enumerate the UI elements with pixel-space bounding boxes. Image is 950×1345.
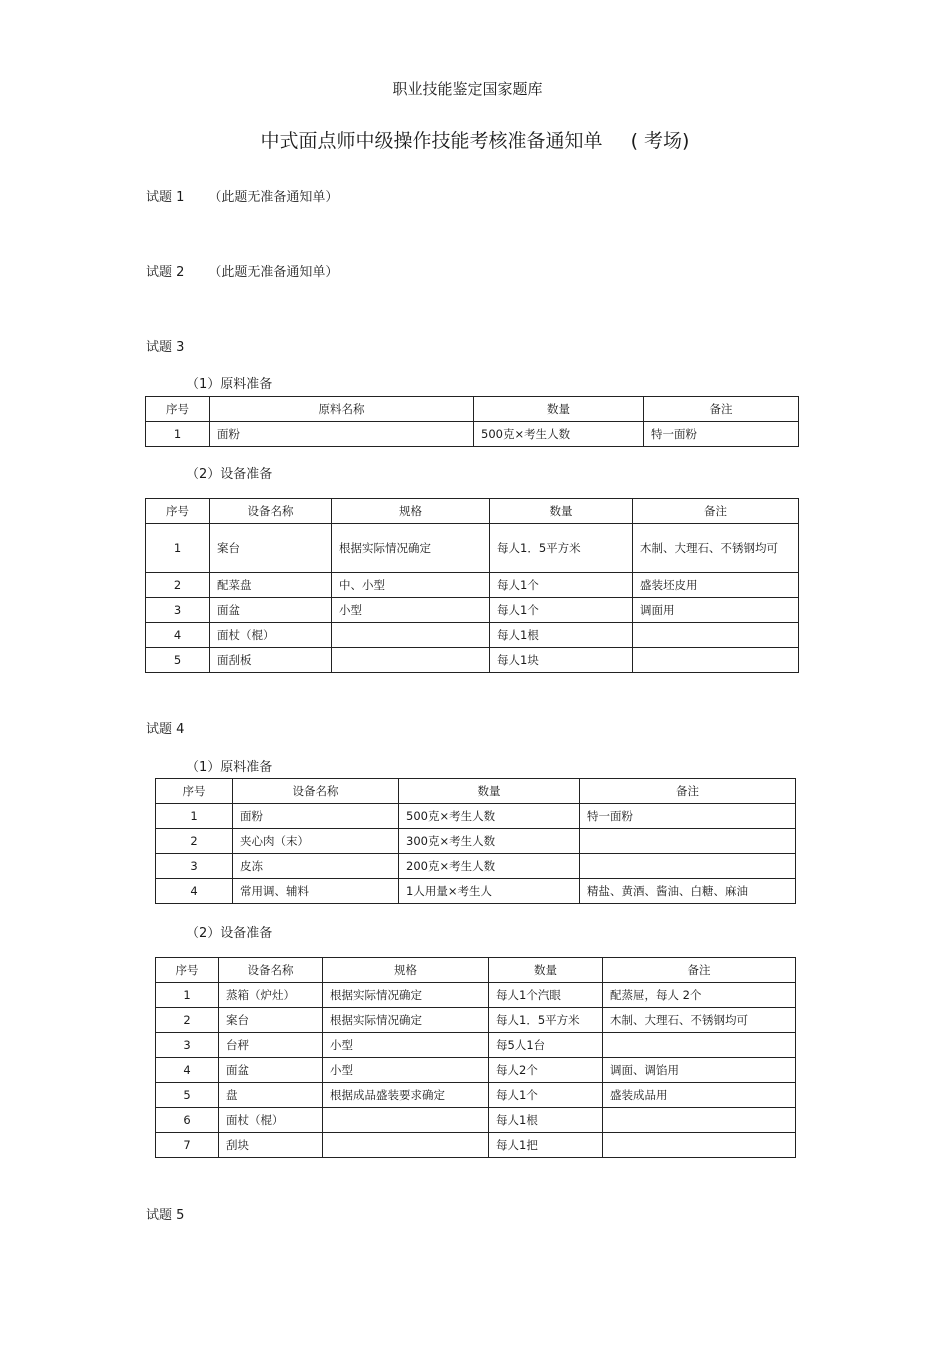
table-cell: 面杖（棍） xyxy=(219,1108,323,1133)
table-header-row xyxy=(146,499,799,524)
table-cell: 7 xyxy=(156,1133,219,1158)
table-cell: 6 xyxy=(156,1108,219,1133)
table-row xyxy=(156,1058,796,1083)
table-cell: 面粉 xyxy=(210,422,474,447)
table-cell: 每人1个 xyxy=(490,598,633,623)
table-cell: 1人用量×考生人 xyxy=(399,879,580,904)
table-cell: 每人1根 xyxy=(489,1108,603,1133)
title-suffix: ( 考场) xyxy=(630,130,690,152)
table-cell: 500克×考生人数 xyxy=(474,422,644,447)
table-cell: 调面、调馅用 xyxy=(603,1058,796,1083)
question-label: 试题 1 xyxy=(146,190,185,205)
document-header: 职业技能鉴定国家题库 xyxy=(392,80,543,98)
table-row xyxy=(156,879,796,904)
table-cell: 面粉 xyxy=(233,804,399,829)
table-cell: 盛装坯皮用 xyxy=(633,573,799,598)
table-cell: 盛装成品用 xyxy=(603,1083,796,1108)
document-title xyxy=(0,126,950,153)
table-cell xyxy=(580,829,796,854)
table-cell: 每人1．5平方米 xyxy=(490,524,633,573)
table-row xyxy=(156,1108,796,1133)
table-cell: 1 xyxy=(146,422,210,447)
table-cell xyxy=(603,1133,796,1158)
header-cell: 备注 xyxy=(580,779,796,804)
table-cell: 面杖（棍） xyxy=(210,623,332,648)
question-5-label: 试题 5 xyxy=(146,1208,185,1223)
table-cell: 2 xyxy=(156,829,233,854)
header-cell: 备注 xyxy=(644,397,799,422)
table-cell: 每人2个 xyxy=(489,1058,603,1083)
table-cell: 木制、大理石、不锈钢均可 xyxy=(633,524,799,573)
table-cell: 3 xyxy=(156,854,233,879)
q3-materials-table xyxy=(145,396,799,447)
header-cell: 规格 xyxy=(323,958,489,983)
question-label: 试题 2 xyxy=(146,265,185,280)
table-cell: 1 xyxy=(156,983,219,1008)
header-cell: 设备名称 xyxy=(210,499,332,524)
q4-materials-heading: （1）原料准备 xyxy=(186,760,273,775)
question-1 xyxy=(146,186,338,205)
table-header-row xyxy=(146,397,799,422)
table-cell xyxy=(633,623,799,648)
table-row xyxy=(156,854,796,879)
question-3-label: 试题 3 xyxy=(146,340,185,355)
table-cell: 刮块 xyxy=(219,1133,323,1158)
table-cell: 根据成品盛装要求确定 xyxy=(323,1083,489,1108)
header-cell: 数量 xyxy=(489,958,603,983)
table-header-row xyxy=(156,779,796,804)
table-cell: 精盐、黄酒、酱油、白糖、麻油 xyxy=(580,879,796,904)
table-row xyxy=(156,829,796,854)
table-cell: 特一面粉 xyxy=(644,422,799,447)
question-2 xyxy=(146,261,338,280)
q4-equipment-table xyxy=(155,957,796,1158)
header-cell: 备注 xyxy=(633,499,799,524)
header-cell: 序号 xyxy=(156,779,233,804)
table-cell: 小型 xyxy=(323,1033,489,1058)
question-4-label: 试题 4 xyxy=(146,722,185,737)
header-cell: 原料名称 xyxy=(210,397,474,422)
header-cell: 序号 xyxy=(156,958,219,983)
question-note: （此题无准备通知单） xyxy=(208,265,339,280)
table-cell: 木制、大理石、不锈钢均可 xyxy=(603,1008,796,1033)
table-header-row xyxy=(156,958,796,983)
header-cell: 设备名称 xyxy=(219,958,323,983)
table-row xyxy=(156,1008,796,1033)
table-row xyxy=(156,1083,796,1108)
table-cell: 根据实际情况确定 xyxy=(332,524,490,573)
table-cell: 1 xyxy=(146,524,210,573)
table-row xyxy=(146,623,799,648)
table-cell xyxy=(580,854,796,879)
table-cell: 4 xyxy=(146,623,210,648)
table-cell: 每人1块 xyxy=(490,648,633,673)
table-cell: 案台 xyxy=(210,524,332,573)
table-cell: 常用调、辅料 xyxy=(233,879,399,904)
table-cell: 配菜盘 xyxy=(210,573,332,598)
table-cell xyxy=(323,1133,489,1158)
table-row xyxy=(156,1033,796,1058)
table-cell: 面盆 xyxy=(219,1058,323,1083)
table-row xyxy=(146,524,799,573)
table-cell: 夹心肉（末） xyxy=(233,829,399,854)
table-cell: 面盆 xyxy=(210,598,332,623)
table-cell: 5 xyxy=(156,1083,219,1108)
table-cell: 1 xyxy=(156,804,233,829)
table-row xyxy=(146,598,799,623)
header-cell: 数量 xyxy=(490,499,633,524)
table-cell: 200克×考生人数 xyxy=(399,854,580,879)
table-cell: 台秤 xyxy=(219,1033,323,1058)
q4-materials-table xyxy=(155,778,796,904)
table-row xyxy=(146,422,799,447)
q3-materials-heading: （1）原料准备 xyxy=(186,377,273,392)
table-cell: 小型 xyxy=(332,598,490,623)
table-cell: 5 xyxy=(146,648,210,673)
table-cell: 4 xyxy=(156,1058,219,1083)
table-cell: 500克×考生人数 xyxy=(399,804,580,829)
table-cell: 每人1根 xyxy=(490,623,633,648)
table-cell: 3 xyxy=(156,1033,219,1058)
table-cell: 2 xyxy=(146,573,210,598)
q3-equipment-heading: （2）设备准备 xyxy=(186,467,273,482)
header-cell: 数量 xyxy=(399,779,580,804)
table-cell: 特一面粉 xyxy=(580,804,796,829)
table-cell: 中、小型 xyxy=(332,573,490,598)
header-cell: 序号 xyxy=(146,499,210,524)
q4-equipment-heading: （2）设备准备 xyxy=(186,926,273,941)
table-cell: 3 xyxy=(146,598,210,623)
header-cell: 备注 xyxy=(603,958,796,983)
header-cell: 规格 xyxy=(332,499,490,524)
table-cell: 案台 xyxy=(219,1008,323,1033)
table-cell: 300克×考生人数 xyxy=(399,829,580,854)
table-row xyxy=(156,1133,796,1158)
table-cell: 每人1个汽眼 xyxy=(489,983,603,1008)
table-cell: 每5人1台 xyxy=(489,1033,603,1058)
table-row xyxy=(146,648,799,673)
table-cell xyxy=(332,623,490,648)
table-cell: 蒸箱（炉灶） xyxy=(219,983,323,1008)
table-cell: 每人1个 xyxy=(489,1083,603,1108)
title-main: 中式面点师中级操作技能考核准备通知单 xyxy=(260,130,603,152)
table-cell: 2 xyxy=(156,1008,219,1033)
table-cell: 配蒸屉，每人 2个 xyxy=(603,983,796,1008)
table-cell xyxy=(633,648,799,673)
q3-equipment-table xyxy=(145,498,799,673)
table-cell: 面刮板 xyxy=(210,648,332,673)
table-cell xyxy=(323,1108,489,1133)
table-cell xyxy=(332,648,490,673)
table-cell: 根据实际情况确定 xyxy=(323,983,489,1008)
table-cell: 每人1个 xyxy=(490,573,633,598)
table-cell: 小型 xyxy=(323,1058,489,1083)
header-cell: 数量 xyxy=(474,397,644,422)
table-cell: 盘 xyxy=(219,1083,323,1108)
table-cell xyxy=(603,1033,796,1058)
header-cell: 设备名称 xyxy=(233,779,399,804)
table-cell: 每人1．5平方米 xyxy=(489,1008,603,1033)
table-cell xyxy=(603,1108,796,1133)
header-cell: 序号 xyxy=(146,397,210,422)
table-cell: 4 xyxy=(156,879,233,904)
table-row xyxy=(146,573,799,598)
question-note: （此题无准备通知单） xyxy=(208,190,339,205)
table-cell: 根据实际情况确定 xyxy=(323,1008,489,1033)
table-cell: 皮冻 xyxy=(233,854,399,879)
table-row xyxy=(156,983,796,1008)
table-cell: 调面用 xyxy=(633,598,799,623)
table-row xyxy=(156,804,796,829)
table-cell: 每人1把 xyxy=(489,1133,603,1158)
